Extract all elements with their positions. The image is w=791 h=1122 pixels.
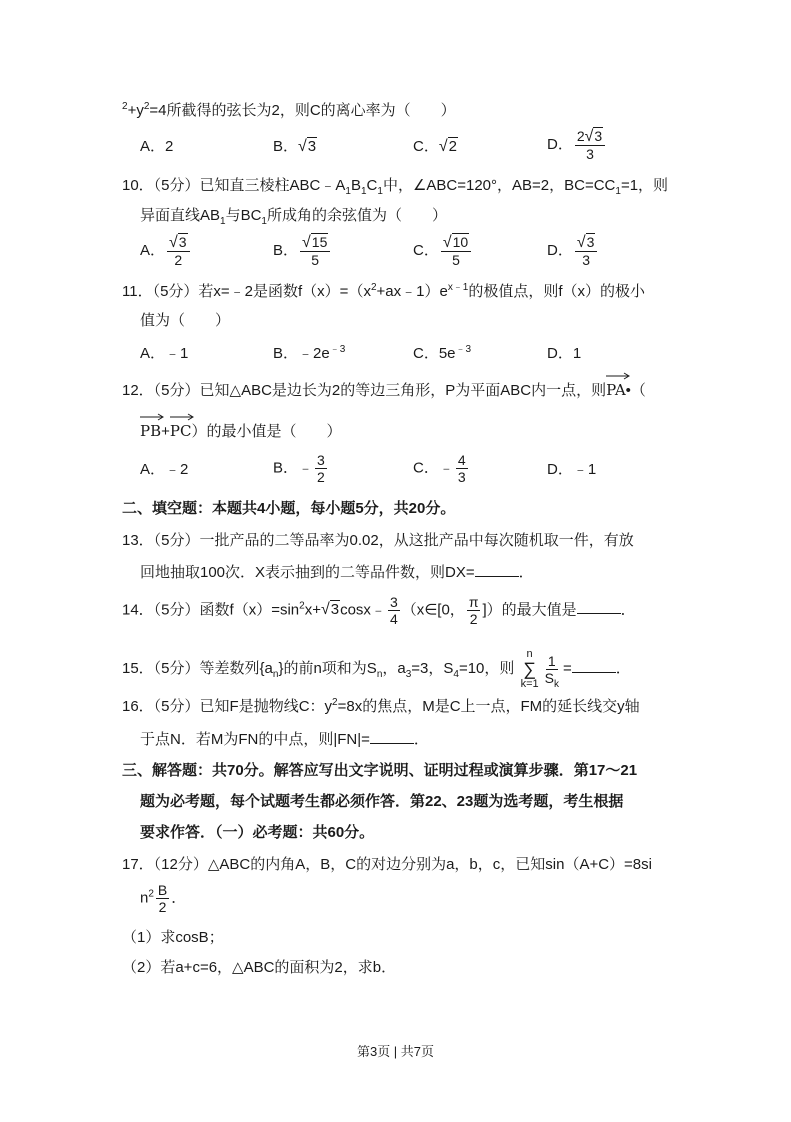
vector-pa: PA	[606, 380, 626, 400]
q11-line1: 11．（5分）若x=﹣2是函数$f(x)=(x^2+ax﹣1)e^{x﹣1}$的极值点，则f（x）的极小	[122, 282, 646, 300]
q12-line1: 12．（5分）已知△ABC是边长为2的等边三角形，P为平面ABC内一点，则 PA•（	[122, 380, 646, 401]
q16-line2: 于点N．若M为FN的中点，则|FN|= ．	[140, 731, 429, 748]
q9-continuation: $^2+y^2=4$所截得的弦长为2，则C的离心率为（ ）	[122, 101, 456, 119]
q17-line2: $n^2$ $\frac{B}{2}$ ．	[140, 882, 187, 915]
q10-option-c: C． $\frac{√10}{5}$	[413, 234, 473, 268]
q9-option-a: A．2	[140, 138, 174, 155]
q12-option-c: C．﹣ $\frac{4}{3}$	[413, 452, 466, 485]
q12-option-d: D．﹣1	[547, 461, 597, 478]
q10-line1: 10．（5分）已知直三棱柱$ABC﹣A_1B_1C_1$中，∠ABC=120°，AB=2，$BC=CC_1=1$，则	[122, 177, 669, 197]
q11-option-a: A．﹣1	[140, 345, 189, 362]
q9-option-d: D． $\frac{2√3}{3}$	[547, 128, 607, 162]
vector-arrow-icon	[606, 372, 630, 380]
vector-arrow-icon	[140, 413, 164, 421]
q12-line2: PB+ PC）的最小值是（ ）	[140, 421, 341, 442]
q11-line2: 值为（ ）	[140, 312, 231, 329]
vector-pb: PB	[140, 421, 161, 441]
q10-option-b: B． $\frac{√15}{5}$	[273, 234, 332, 268]
q9-sup: 2	[122, 101, 128, 112]
q11-option-b: B．$﹣2e^{﹣3}$	[273, 344, 346, 362]
summation: n ∑ k=1	[520, 648, 539, 690]
q17-part1: （1）求cosB；	[122, 929, 224, 946]
section-3-heading-line3: 要求作答．（一）必考题：共60分。	[140, 824, 375, 841]
answer-blank	[370, 729, 414, 744]
q10-line2: 异面直线$AB_1$与$BC_1$所成角的余弦值为（ ）	[140, 207, 447, 227]
q13-line1: 13．（5分）一批产品的二等品率为0.02，从这批产品中每次随机取一件，有放	[122, 532, 634, 549]
answer-blank	[577, 599, 621, 614]
answer-blank	[572, 658, 616, 673]
q16-line1: 16．（5分）已知F是抛物线C：$y^2=8x$的焦点，M是C上一点，FM的延长线交y轴	[122, 697, 640, 715]
vector-arrow-icon	[170, 413, 194, 421]
q15-line: 15．（5分）等差数列$\{a_n\}$的前n项和为$S_n$，$a_3=3$，$S_4=10$，则 n ∑ k=1 $\frac{1}{S_k}$ = ．	[122, 648, 631, 690]
q17-part2: （2）若a+c=6，△ABC的面积为2，求b．	[122, 959, 397, 976]
answer-blank	[475, 562, 519, 577]
section-3-heading-line1: 三、解答题：共70分。解答应写出文字说明、证明过程或演算步骤．第17～21	[122, 762, 638, 779]
section-2-heading: 二、填空题：本题共4小题，每小题5分，共20分。	[122, 500, 456, 517]
q9-option-c: C．√2	[413, 138, 457, 155]
q10-option-d: D． $\frac{√3}{3}$	[547, 234, 599, 268]
vector-pc: PC	[170, 421, 192, 441]
q11-option-c: C．$5e^{﹣3}$	[413, 344, 472, 362]
q17-line1: 17．（12分）△ABC的内角A，B，C的对边分别为a，b，c，已知sin（A+C）=8si	[122, 856, 652, 873]
q14-line: 14．（5分）函数$f(x)=\sin^2x+√3\cos x﹣$ $\frac{3}{4}$ （x∈[0， $\frac{\pi}{2}$ ]）的最大值是 ．	[122, 594, 636, 627]
q10-option-a: A． $\frac{√3}{2}$	[140, 234, 192, 268]
q13-line2: 回地抽取100次．X表示抽到的二等品件数，则DX= ．	[140, 564, 534, 581]
q9-option-b: B．√3	[273, 138, 317, 155]
q11-option-d: D．1	[547, 345, 582, 362]
section-3-heading-line2: 题为必考题，每个试题考生都必须作答．第22、23题为选考题，考生根据	[140, 793, 624, 810]
q12-option-a: A．﹣2	[140, 461, 189, 478]
q12-option-b: B．﹣ $\frac{3}{2}$	[273, 452, 325, 485]
page-footer: 第3页 | 共7页	[356, 1044, 435, 1059]
